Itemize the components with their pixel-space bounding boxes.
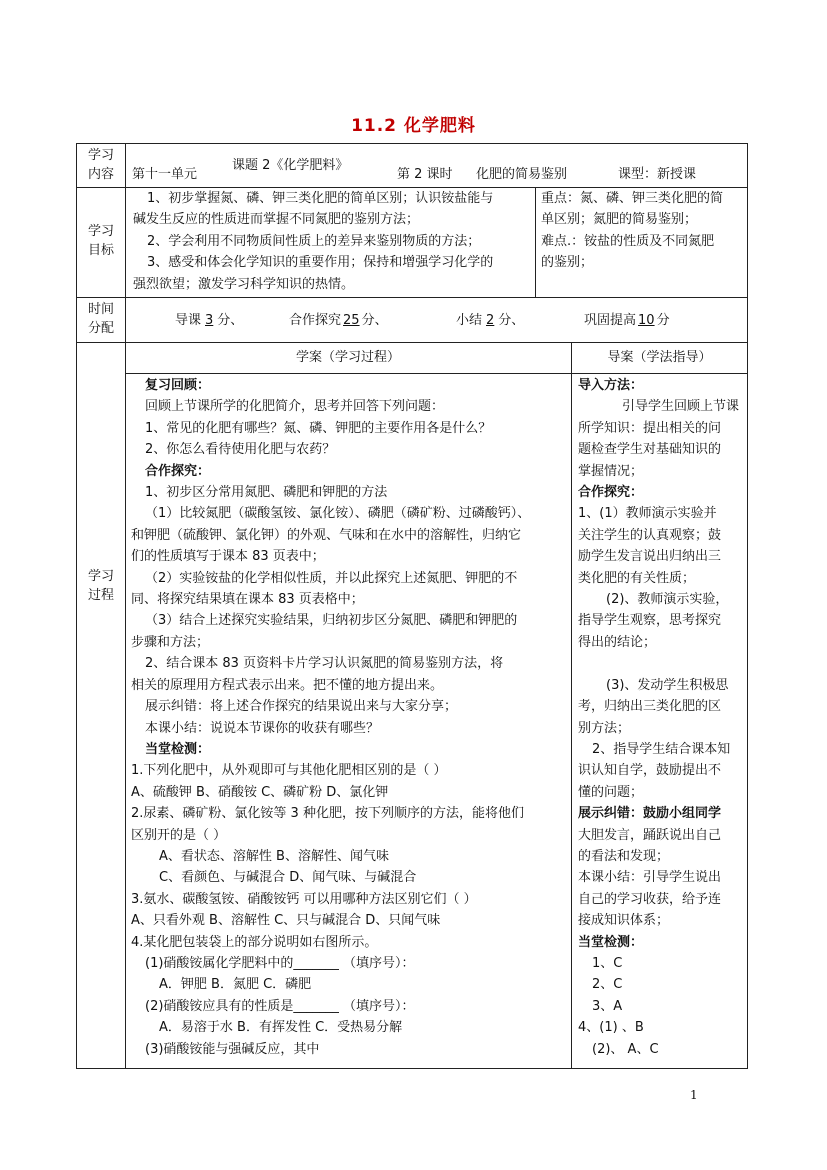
goal-line: 3、感受和体会化学知识的重要作用；保持和增强学习化学的	[147, 255, 494, 271]
question-line: 2.尿素、磷矿粉、氯化铵等 3 种化肥，按下列顺序的方法，能将他们	[131, 806, 524, 822]
page-title: 11.2 化学肥料	[351, 116, 476, 136]
guidance-line: 识认知自学，鼓励提出不	[578, 763, 722, 779]
time-item: 合作探究 25 分、	[289, 313, 388, 328]
section-heading: 复习回顾：	[145, 378, 211, 393]
column-header-left: 学案（学习过程）	[295, 350, 400, 365]
guidance-line: 题检查学生对基础知识的	[578, 442, 722, 458]
unit-label: 第十一单元	[132, 167, 198, 182]
guidance-line: 关注学生的认真观察；鼓	[578, 527, 722, 543]
goal-line: 碱发生反应的性质进而掌握不同氮肥的鉴别方法；	[133, 212, 420, 228]
option-line: A．钾肥 B．氮肥 C．磷肥	[159, 977, 312, 993]
process-line: 和钾肥（硫酸钾、氯化钾）的外观、气味和在水中的溶解性，归纳它	[131, 527, 522, 543]
question-line: 1.下列化肥中，从外观即可与其他化肥相区别的是（ ）	[131, 763, 447, 779]
question-line: (3)硝酸铵能与强碱反应，其中	[145, 1041, 320, 1057]
option-line: A、只看外观 B、溶解性 C、只与碱混合 D、只闻气味	[131, 913, 441, 929]
guidance-line: 励学生发言说出归纳出三	[578, 549, 722, 565]
guidance-text	[578, 375, 739, 1060]
topic-label: 课题 2《化学肥料》	[232, 158, 349, 173]
guidance-line: 指导学生观察，思考探究	[578, 613, 722, 629]
process-line: （1）比较氮肥（碳酸氢铵、氯化铵）、磷肥（磷矿粉、过磷酸钙）、	[145, 506, 531, 522]
option-line: C、看颜色、与碱混合 D、闻气味、与碱混合	[159, 870, 417, 886]
guidance-line: 展示纠错：鼓励小组同学	[578, 806, 722, 822]
process-line: 展示纠错：将上述合作探究的结果说出来与大家分享；	[145, 699, 458, 715]
guidance-line: (2)、教师演示实验，	[606, 592, 729, 608]
row-label-goals: 学习 目标	[87, 224, 114, 258]
process-line: 1、初步区分常用氮肥、磷肥和钾肥的方法	[145, 485, 388, 501]
guidance-line: 考，归纳出三类化肥的区	[578, 699, 722, 715]
row-label-time: 时间 分配	[87, 302, 114, 336]
goals-text	[133, 188, 493, 295]
focus-line: 重点：氮、磷、钾三类化肥的简	[541, 191, 724, 206]
guidance-line: 得出的结论；	[578, 634, 657, 650]
study-process-text	[131, 375, 530, 1060]
guidance-line: 大胆发言，踊跃说出自己	[578, 827, 722, 843]
process-line: 回顾上节课所学的化肥简介，思考并回答下列问题：	[145, 399, 445, 415]
question-line: 3.氨水、碳酸氢铵、硝酸铵钙 可以用哪种方法区别它们（ ）	[131, 891, 477, 907]
answer-line: 2、C	[592, 977, 623, 993]
time-item: 巩固提高 10 分	[584, 313, 670, 328]
lesson-type: 课型：新授课	[618, 167, 697, 182]
guidance-line: 自己的学习收获，给予连	[578, 891, 722, 907]
lesson-number: 第 2 课时	[397, 167, 453, 182]
goal-line: 强烈欲望；激发学习科学知识的热情。	[133, 276, 355, 292]
guidance-line: 类化肥的有关性质；	[578, 570, 696, 586]
process-line: 相关的原理用方程式表示出来。把不懂的地方提出来。	[131, 677, 444, 693]
section-heading: 导入方法：	[578, 378, 644, 393]
section-heading: 合作探究：	[145, 463, 211, 479]
time-item: 小结 2 分、	[456, 313, 525, 328]
process-line: 同、将探究结果填在课本 83 页表格中；	[131, 592, 364, 608]
focus-text	[541, 188, 723, 274]
guidance-line	[578, 653, 739, 674]
focus-line: 单区别；氮肥的简易鉴别；	[541, 212, 698, 228]
process-line: （3）结合上述探究实验结果，归纳初步区分氮肥、磷肥和钾肥的	[145, 613, 518, 629]
guidance-line: 引导学生回顾上节课	[622, 399, 740, 415]
guidance-line: 掌握情况；	[578, 463, 644, 479]
guidance-line: 2、指导学生结合课本知	[592, 741, 731, 757]
row-label-process: 学习 过程	[87, 569, 114, 603]
guidance-line: (3)、发动学生积极思	[606, 677, 729, 693]
question-line: (2)硝酸铵应具有的性质是_______ （填序号）：	[145, 998, 415, 1014]
section-heading: 合作探究：	[578, 485, 644, 501]
page-number: 1	[690, 1088, 698, 1102]
guidance-line: 接成知识体系；	[578, 913, 670, 929]
option-line: A、看状态、溶解性 B、溶解性、闻气味	[159, 848, 389, 864]
question-line: (1)硝酸铵属化学肥料中的_______ （填序号）：	[145, 955, 415, 971]
process-line: 1、常见的化肥有哪些？氮、磷、钾肥的主要作用各是什么？	[145, 420, 492, 436]
focus-line: 难点.：铵盐的性质及不同氮肥	[541, 233, 715, 249]
question-line: 区别开的是（ ）	[131, 827, 227, 843]
time-item: 导课 3 分、	[175, 313, 244, 328]
guidance-line: 本课小结：引导学生说出	[578, 870, 722, 886]
guidance-line: 所学知识：提出相关的问	[578, 420, 722, 436]
answer-line: 4、(1) 、B	[578, 1020, 644, 1036]
process-line: 本课小结：说说本节课你的收获有哪些？	[145, 720, 380, 736]
option-line: A、硫酸钾 B、硝酸铵 C、磷矿粉 D、氯化钾	[131, 784, 389, 800]
question-line: 4.某化肥包装袋上的部分说明如右图所示。	[131, 934, 378, 950]
goal-line: 1、初步掌握氮、磷、钾三类化肥的简单区别；认识铵盐能与	[147, 191, 494, 206]
answer-line: 3、A	[592, 998, 623, 1014]
goal-line: 2、学会利用不同物质间性质上的差异来鉴别物质的方法；	[147, 233, 481, 249]
section-heading: 当堂检测：	[578, 934, 644, 950]
lesson-name: 化肥的简易鉴别	[476, 167, 568, 182]
answer-line: 1、C	[592, 955, 623, 971]
row-label-content: 学习 内容	[87, 148, 114, 182]
section-heading: 当堂检测：	[145, 741, 211, 757]
process-line: （2）实验铵盐的化学相似性质，并以此探究上述氮肥、钾肥的不	[145, 570, 518, 586]
guidance-line: 1、(1）教师演示实验并	[578, 506, 717, 522]
answer-line: (2)、 A、C	[592, 1041, 659, 1057]
process-line: 们的性质填写于课本 83 页表中；	[131, 549, 325, 565]
guidance-line: 懂的问题；	[578, 784, 644, 800]
process-line: 步骤和方法；	[131, 634, 210, 650]
column-header-right: 导案（学法指导）	[607, 350, 712, 365]
focus-line: 的鉴别；	[541, 255, 594, 271]
process-line: 2、你怎么看待使用化肥与农药？	[145, 442, 336, 458]
guidance-line: 别方法；	[578, 720, 631, 736]
process-line: 2、结合课本 83 页资料卡片学习认识氮肥的简易鉴别方法，将	[145, 656, 504, 672]
guidance-line: 的看法和发现；	[578, 848, 670, 864]
option-line: A．易溶于水 B．有挥发性 C．受热易分解	[159, 1020, 403, 1036]
